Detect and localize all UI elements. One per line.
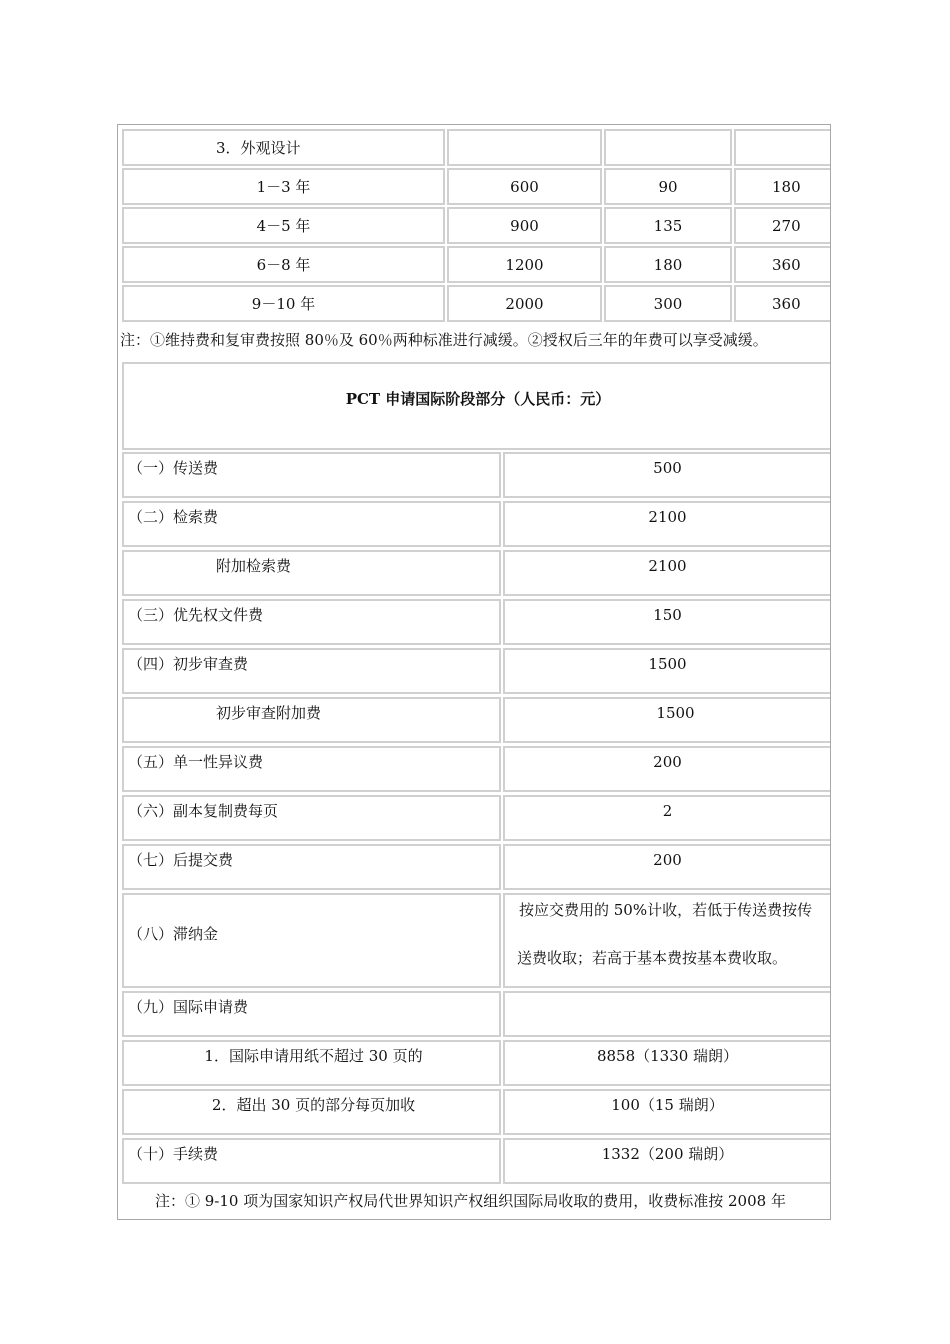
- pct-row-value: 500: [653, 459, 682, 477]
- pct-row-value: 200: [653, 753, 682, 771]
- pct-row-value: 1500: [648, 655, 687, 673]
- pct-row-label: 2．超出 30 页的部分每页加收: [211, 1096, 416, 1114]
- pct-row-value-cell: [503, 648, 831, 694]
- design-row-cell: [734, 207, 831, 244]
- pct-row-label: （七）后提交费: [128, 851, 234, 869]
- pct-row-value: 1332（200 瑞朗）: [601, 1145, 734, 1163]
- design-row-label-cell: [122, 246, 445, 283]
- pct-row-label: （十）手续费: [128, 1145, 219, 1163]
- pct-row-label-cell: [122, 501, 501, 547]
- design-row-value: 600: [510, 178, 539, 196]
- pct-row-label: 初步审查附加费: [216, 704, 322, 722]
- design-row-cell: [734, 168, 831, 205]
- design-row-label-cell: [122, 207, 445, 244]
- design-row-value: 360: [772, 295, 801, 313]
- design-row-value: 90: [658, 178, 678, 196]
- design-row-value: 180: [772, 178, 801, 196]
- pct-row-value-cell: [503, 501, 831, 547]
- pct-row-value-cell: [503, 1138, 831, 1184]
- design-row-cell: [447, 207, 602, 244]
- design-row-value: 1200: [505, 256, 544, 274]
- pct-row-value: 2100: [648, 508, 687, 526]
- design-row-label-cell: [122, 129, 445, 166]
- pct-row-value: 2: [662, 802, 673, 820]
- pct-row-label-cell: [122, 599, 501, 645]
- pct-note: 注：① 9-10 项为国家知识产权局代世界知识产权组织国际局收取的费用，收费标准按 2008 年: [155, 1192, 786, 1210]
- pct-row-label-cell: [122, 893, 501, 988]
- pct-row-value: 8858（1330 瑞朗）: [596, 1047, 739, 1065]
- pct-row-value-cell: [503, 599, 831, 645]
- pct-row-value-cell: [503, 1089, 831, 1135]
- pct-row-label: （四）初步审查费: [128, 655, 249, 673]
- pct-row-label-cell: [122, 991, 501, 1037]
- pct-row-value: 150: [653, 606, 682, 624]
- design-row-cell: [734, 129, 831, 166]
- pct-row-label-cell: [122, 648, 501, 694]
- design-row-cell: [447, 246, 602, 283]
- design-row-value: 180: [653, 256, 683, 274]
- design-row-label: 9－10 年: [251, 295, 316, 313]
- pct-row-value: 2100: [648, 557, 687, 575]
- pct-row-label-cell: [122, 452, 501, 498]
- design-row-label: 4－5 年: [256, 217, 311, 235]
- design-row-cell: [604, 129, 732, 166]
- design-row-label-cell: [122, 285, 445, 322]
- pct-title: PCT 申请国际阶段部分（人民币：元）: [345, 390, 611, 408]
- pct-row-label: （五）单一性异议费: [128, 753, 264, 771]
- pct-row-label: （一）传送费: [128, 459, 219, 477]
- pct-row-value-line: 按应交费用的 50%计收，若低于传送费按传: [519, 901, 813, 919]
- pct-row-value-cell: [503, 1040, 831, 1086]
- pct-row-label-cell: [122, 1089, 501, 1135]
- design-row-value: 2000: [505, 295, 544, 313]
- design-row-value: 360: [772, 256, 801, 274]
- pct-row-label-cell: [122, 550, 501, 596]
- pct-row-label-cell: [122, 844, 501, 890]
- design-row-label: 6－8 年: [256, 256, 311, 274]
- pct-row-value-cell: [503, 746, 831, 792]
- design-note: 注：①维持费和复审费按照 80％及 60％两种标准进行减缓。②授权后三年的年费可以享受减缓。: [120, 331, 768, 349]
- pct-row-value-cell: [503, 844, 831, 890]
- pct-row-label: （二）检索费: [128, 508, 219, 526]
- pct-row-label: （六）副本复制费每页: [128, 802, 279, 820]
- pct-row-value-cell: [503, 550, 831, 596]
- pct-title-cell: [122, 362, 831, 450]
- pct-row-label-cell: [122, 1138, 501, 1184]
- pct-row-value-cell: [503, 697, 831, 743]
- pct-row-value: 1500: [656, 704, 695, 722]
- fee-document: [117, 124, 831, 1220]
- design-row-label: 3．外观设计: [216, 139, 301, 157]
- design-row-cell: [447, 129, 602, 166]
- pct-row-label: 1．国际申请用纸不超过 30 页的: [204, 1047, 423, 1065]
- pct-row-label: （九）国际申请费: [128, 998, 249, 1016]
- design-row-label-cell: [122, 168, 445, 205]
- design-row-label: 1－3 年: [256, 178, 311, 196]
- pct-row-label: （八）滞纳金: [128, 925, 219, 943]
- pct-row-label: 附加检索费: [216, 557, 292, 575]
- design-row-cell: [447, 168, 602, 205]
- pct-row-value-line: 送费收取；若高于基本费按基本费收取。: [517, 949, 788, 967]
- pct-row-label-cell: [122, 795, 501, 841]
- design-row-cell: [604, 246, 732, 283]
- design-row-value: 900: [510, 217, 539, 235]
- pct-row-value-cell: [503, 795, 831, 841]
- design-row-cell: [604, 168, 732, 205]
- pct-row-value: 100（15 瑞朗）: [611, 1096, 724, 1114]
- pct-row-label: （三）优先权文件费: [128, 606, 264, 624]
- design-row-value: 270: [772, 217, 801, 235]
- pct-row-label-cell: [122, 746, 501, 792]
- pct-row-value-cell: [503, 893, 831, 988]
- design-row-cell: [604, 285, 732, 322]
- design-row-cell: [604, 207, 732, 244]
- design-row-cell: [734, 285, 831, 322]
- design-row-value: 135: [653, 217, 683, 235]
- pct-row-value-cell: [503, 452, 831, 498]
- pct-row-label-cell: [122, 1040, 501, 1086]
- design-row-cell: [447, 285, 602, 322]
- pct-row-label-cell: [122, 697, 501, 743]
- pct-row-value: 200: [653, 851, 682, 869]
- design-row-cell: [734, 246, 831, 283]
- pct-row-value-cell: [503, 991, 831, 1037]
- design-row-value: 300: [653, 295, 683, 313]
